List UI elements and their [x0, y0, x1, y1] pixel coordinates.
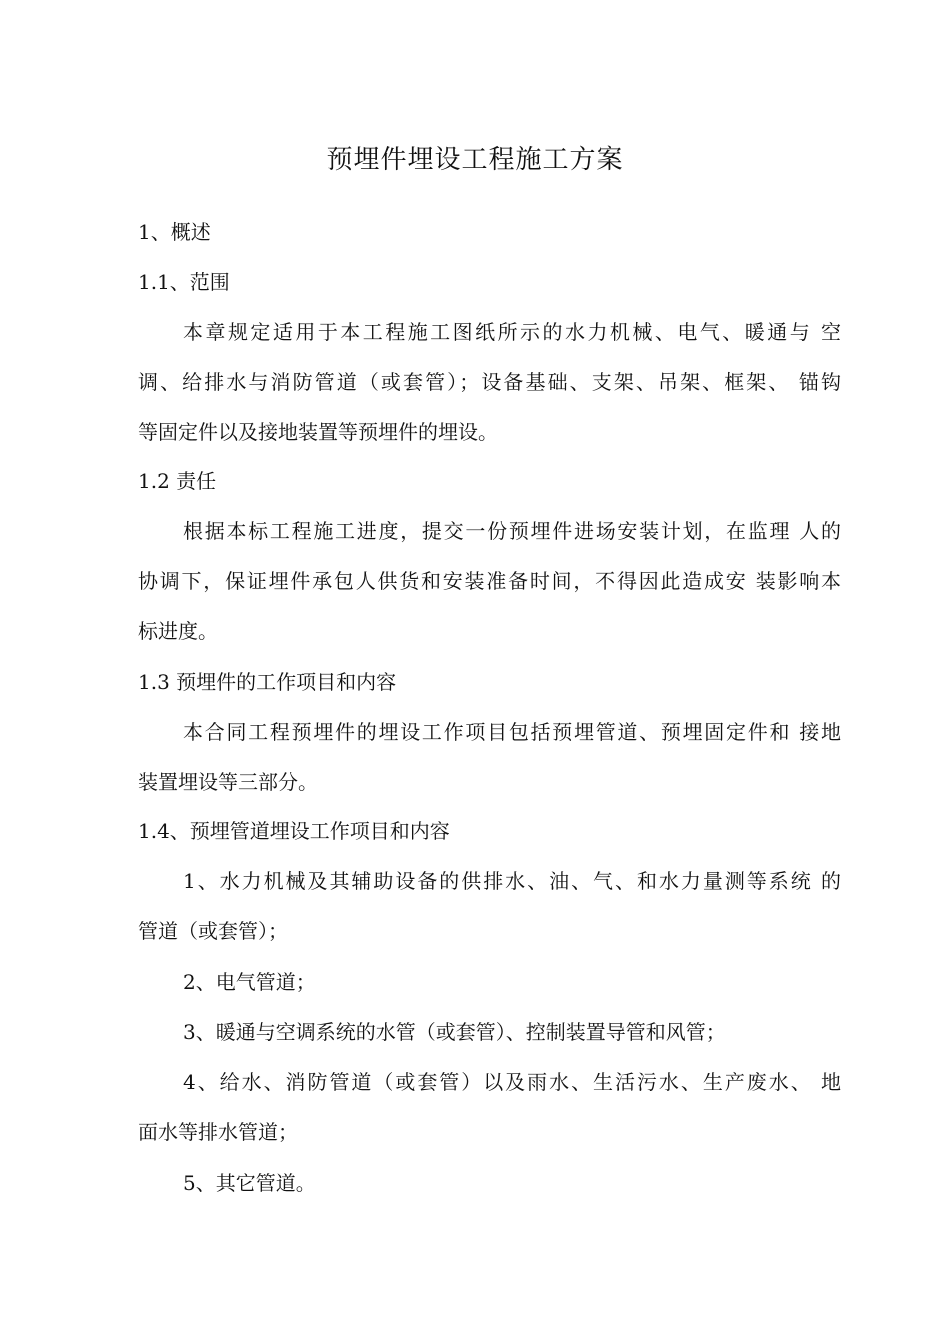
- paragraph-line: 根据本标工程施工进度，提交一份预埋件进场安装计划，在监理 人的: [183, 519, 841, 543]
- paragraph-line: 协调下，保证埋件承包人供货和安装准备时间，不得因此造成安 装影响本: [138, 569, 841, 593]
- section-heading-scope: 1.1、范围: [138, 270, 230, 294]
- paragraph-line: 装置埋设等三部分。: [138, 770, 318, 794]
- section-heading-work-items: 1.3 预埋件的工作项目和内容: [138, 670, 397, 694]
- list-item-line: 面水等排水管道；: [138, 1120, 298, 1144]
- section-heading-overview: 1、概述: [138, 220, 211, 244]
- section-heading-responsibility: 1.2 责任: [138, 469, 217, 493]
- paragraph-line: 本合同工程预埋件的埋设工作项目包括预埋管道、预埋固定件和 接地: [183, 720, 841, 744]
- list-item-line: 4、给水、消防管道（或套管）以及雨水、生活污水、生产废水、 地: [183, 1070, 841, 1094]
- list-item-line: 1、水力机械及其辅助设备的供排水、油、气、和水力量测等系统 的: [183, 869, 841, 893]
- paragraph-line: 等固定件以及接地装置等预埋件的埋设。: [138, 420, 498, 444]
- document-title: 预埋件埋设工程施工方案: [326, 145, 624, 175]
- paragraph-line: 调、给排水与消防管道（或套管）；设备基础、支架、吊架、框架、 锚钩: [138, 370, 841, 394]
- list-item-line: 2、电气管道；: [183, 970, 316, 994]
- list-item-line: 3、暖通与空调系统的水管（或套管）、控制装置导管和风管；: [183, 1020, 726, 1044]
- section-heading-pipe-embedding: 1.4、预埋管道埋设工作项目和内容: [138, 819, 450, 843]
- paragraph-line: 本章规定适用于本工程施工图纸所示的水力机械、电气、暖通与 空: [183, 320, 841, 344]
- list-item-line: 5、其它管道。: [183, 1171, 316, 1195]
- paragraph-line: 标进度。: [138, 619, 218, 643]
- list-item-line: 管道（或套管）；: [138, 919, 288, 943]
